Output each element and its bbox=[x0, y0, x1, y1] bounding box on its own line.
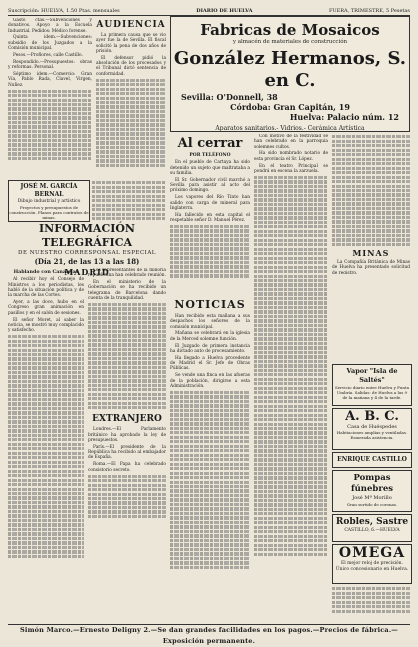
omega-text: El mejor reloj de precisión. Único concesionario en Huelva. bbox=[335, 561, 409, 572]
noticias-title: NOTICIAS bbox=[174, 298, 246, 311]
col1-line-1: Pesos.—Proflores, calle Castillo. bbox=[13, 52, 83, 58]
robles-address: CASTILLO, 6.—HUELVA bbox=[344, 528, 400, 533]
extranjero-line-1: París.—El presidente de la República ha recibido al embajador de España. bbox=[88, 444, 166, 461]
robles-title: Robles, Sastre bbox=[335, 517, 409, 527]
column-1-top bbox=[8, 18, 92, 178]
omega-title: OMEGA bbox=[338, 545, 406, 561]
right-line-1: Ha sido nombrado notario de esta provincia el Sr. López. bbox=[254, 151, 328, 162]
column-4 bbox=[254, 134, 328, 620]
extranjero-line-2: Roma.—El Papa ha celebrado consistorio secreto. bbox=[88, 462, 166, 473]
audiencia-column bbox=[96, 18, 166, 178]
abc-sub: Casa de Huéspedes bbox=[347, 424, 397, 430]
mosaicos-advertisement bbox=[170, 16, 410, 132]
noticias-line-3: Ha llegado a Huelva procedente de Madrid el Sr. Jefe de Obras Públicas. bbox=[170, 355, 250, 372]
column-5-bottom bbox=[332, 586, 410, 620]
garcia-bernal-line-0: Proyectos y presupuestos de construcción. Planos para contratos de minas. bbox=[9, 205, 89, 220]
audiencia-text-1: El defensor pidió la absolución de los procesados y el Tribunal dictó sentencia de conformidad. bbox=[96, 55, 166, 77]
huelva-address: Huelva: Palacio núm. 12 bbox=[289, 112, 399, 122]
telegrafica-sub: DE NUESTRO CORRESPONSAL ESPECIAL bbox=[18, 250, 156, 256]
column-2-mid bbox=[92, 180, 166, 220]
pompas-text: Gran surtido de coronas. bbox=[346, 502, 398, 507]
ad-products: Aparatos sanitarios.- Vidrios.- Cerámica Artística bbox=[215, 125, 365, 132]
right-line-2: En el teatro Principal se pondrá en escena la zarzuela. bbox=[254, 163, 328, 174]
col1-line-3: Séptimo idem.—Comercio: Gran Vía, Pablo Rada, Clavel, Virgen, Nuñez. bbox=[8, 72, 92, 88]
audiencia-title: AUDIENCIA bbox=[96, 20, 166, 30]
pompas-sub: José Mª Morillo bbox=[352, 495, 392, 501]
masthead-left: Suscripción: HUELVA, 1.50 Ptas. mensuales bbox=[8, 7, 120, 14]
al-cerrar-sub: POR TELÉFONO bbox=[189, 153, 231, 158]
cerrar-line-1: El Sr. Gobernador civil marchó a Sevilla para asistir al acto del próximo domingo. bbox=[170, 177, 250, 194]
masthead-center: DIARIO DE HUELVA bbox=[196, 7, 253, 14]
noticias-line-1: Mañana se celebrará en la iglesia de la Merced solemne función. bbox=[170, 331, 250, 342]
minas-title: MINAS bbox=[352, 248, 390, 259]
vapor-title: Vapor "Isla de Saltés" bbox=[346, 367, 398, 384]
enrique-castillo: ENRIQUE CASTILLO bbox=[337, 456, 407, 463]
vapor-advertisement bbox=[332, 364, 412, 406]
omega-advertisement bbox=[332, 544, 412, 584]
garcia-bernal-advertisement bbox=[8, 180, 90, 222]
telegrafica-column-b bbox=[88, 268, 166, 620]
noticias-column bbox=[170, 296, 250, 620]
cordoba-address: Córdoba: Gran Capitán, 19 bbox=[230, 102, 350, 112]
col1-line-2: Respondido.—Presupuestos: obras y reformas. Personal. bbox=[8, 59, 92, 71]
telegrafica-head1: Hablando con Canalejas bbox=[13, 269, 79, 275]
sevilla-address: Sevilla: O'Donnell, 38 bbox=[181, 92, 278, 102]
vapor-text: Servicio diario entre Huelva y Punta Umbría. Salidas: de Huelva a las 9 de la mañana y 4 de la tarde. bbox=[335, 385, 409, 400]
garcia-bernal-name: JOSÉ M. GARCÍA BERNAL bbox=[20, 183, 78, 198]
abc-title: A. B. C. bbox=[345, 409, 399, 424]
al-cerrar-title: Al cerrar bbox=[177, 136, 243, 151]
intro-text: Gasto ctas.—Subvenciones y donativos. Apoyo a la Escuela Industrial. Pedidos: Médico forense. bbox=[8, 18, 92, 34]
telegrafica-city: MADRID bbox=[64, 267, 110, 277]
cerrar-line-3: Ha fallecido en esta capital el respetable señor D. Manuel Pérez. bbox=[170, 212, 250, 224]
noticias-line-2: El Juzgado de primera instancia ha dictado auto de procesamiento. bbox=[170, 343, 250, 354]
extranjero-heading: EXTRANJERO bbox=[92, 414, 162, 425]
col1-line-0: Quinta idem.—Subvenciones: subsidio de los Juzgados a la Comisión municipal. bbox=[8, 35, 92, 52]
garcia-bernal-sub: Dibujo industrial y artístico bbox=[17, 199, 81, 204]
noticias-line-4: Se vende una finca en las afueras de la población, dirigirse a esta Administración. bbox=[170, 373, 250, 389]
abc-advertisement bbox=[332, 408, 412, 450]
telegrafica-body-0: Al recibir hoy el Consejo de Ministros a los periodistas, les habló de la situación política y de la marcha de las Cortes. bbox=[8, 277, 84, 299]
noticias-line-0: Han recibido esta mañana a sus despachos los señores de la comisión municipal. bbox=[170, 314, 250, 330]
enrique-castillo-advertisement bbox=[332, 452, 412, 468]
telegrafica-dateline: (Día 21, de las 13 a las 18) bbox=[34, 257, 140, 266]
pompas-funebres-advertisement bbox=[332, 470, 412, 512]
telegrafica-title: INFORMACIÓN TELEGRÁFICA bbox=[39, 222, 135, 249]
cerrar-line-0: En el pueblo de Cartaya ha sido detenido un sujeto que maltrataba a su familia. bbox=[170, 160, 250, 176]
company-name: González Hermanos, S. en C. bbox=[173, 48, 407, 91]
footer-banner: Simón Marco.—Ernesto Deligny 2.—Se dan grandes facilidades en los pagos.—Precios de fábrica.—Exposición permanente. bbox=[8, 624, 410, 636]
ad-subheading: y almacén de materiales de construcción bbox=[232, 39, 348, 45]
right-line-0: Con motivo de la festividad se han celebrado en la parroquia solemnes cultos. bbox=[254, 134, 328, 150]
al-cerrar-column bbox=[170, 134, 250, 294]
telegrafica-body-2: El señor Moret, al saber la noticia, se mostró muy complacido y satisfecho. bbox=[8, 317, 84, 334]
pompas-title: Pompas fúnebres bbox=[350, 473, 394, 494]
telegrafica-body-1: Ayer, a las doce, hubo en el Congreso gran animación en pasillos y en el salón de sesiones. bbox=[8, 300, 84, 316]
masthead bbox=[8, 6, 410, 16]
cerrar-line-2: Los vapores del Río Tinto han salido con carga de mineral para Inglaterra. bbox=[170, 195, 250, 211]
robles-sastre-advertisement bbox=[332, 514, 412, 542]
column-5 bbox=[332, 134, 410, 274]
masthead-right: FUERA, TRIMESTRE, 5 Pesetas bbox=[328, 7, 410, 14]
abc-text: Habitaciones amplias y ventiladas. Esmerada asistencia. bbox=[336, 430, 408, 440]
telegrafica-body-3: Los representantes de la minoría republicana han celebrado reunión. bbox=[88, 268, 166, 279]
extranjero-line-0: Londres.—El Parlamento británico ha aprobado la ley de presupuestos. bbox=[88, 427, 166, 443]
minas-text-0: La Compañía Británica de Minas de Huelva ha presentado solicitud de registro. bbox=[332, 260, 410, 274]
ad-heading: Fabricas de Mosaicos bbox=[200, 21, 380, 39]
telegrafica-body-4: En el ministerio de la Gobernación se ha recibido un telegrama de Barcelona dando cuenta de la tranquilidad. bbox=[88, 280, 166, 302]
telegrafica-column-a bbox=[8, 268, 84, 620]
audiencia-text-0: La primera causa que se vio ayer fue la de Sevilla. El fiscal solicitó la pena de dos años de prisión. bbox=[96, 33, 166, 54]
